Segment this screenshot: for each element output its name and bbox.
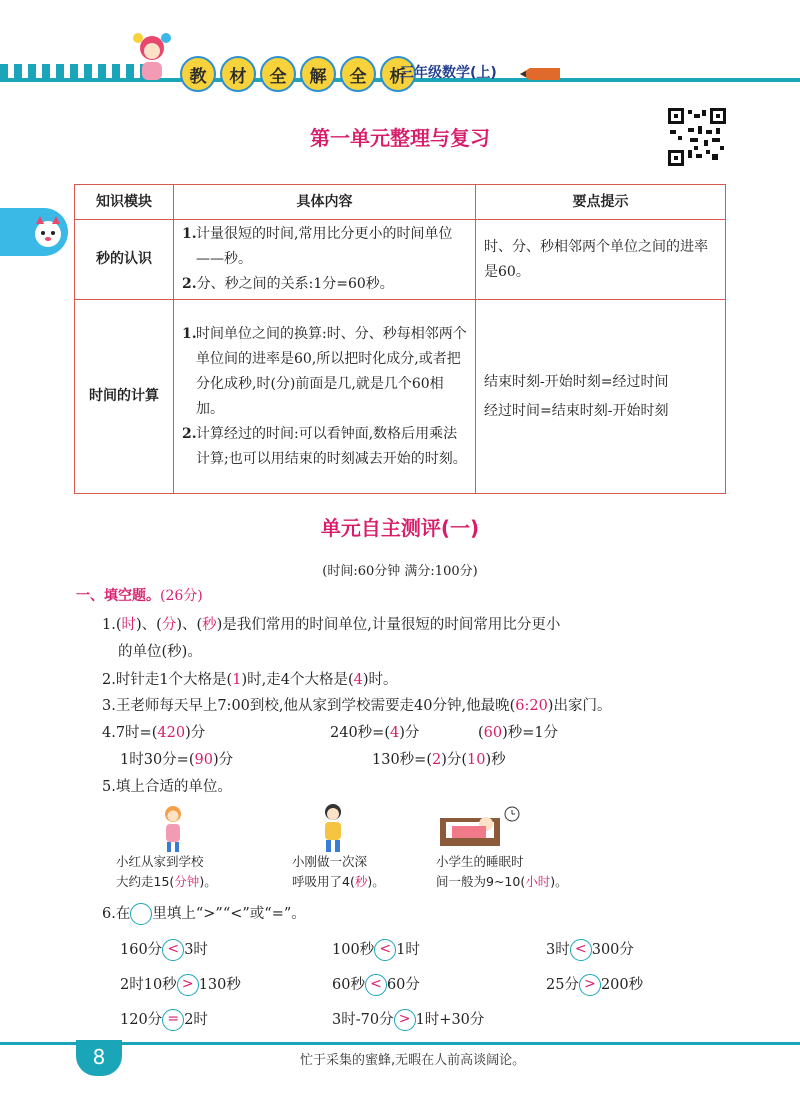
- cat-mascot-icon: [30, 214, 66, 250]
- answer: 4: [353, 672, 363, 688]
- comparison-item: 100秒 < 1时: [332, 938, 420, 961]
- tip-text: 时、分、秒相邻两个单位之间的进率是60。: [484, 238, 708, 280]
- answer: 秒: [202, 617, 217, 633]
- answer: 1: [232, 672, 242, 688]
- table-header: 具体内容: [174, 185, 476, 220]
- tip-cell: [476, 220, 726, 300]
- list-item: 1. 计量很短的时间,常用比分更小的时间单位——秒。: [182, 226, 453, 267]
- table-header: 知识模块: [75, 185, 174, 220]
- question-4d: 1时30分=(90)分: [120, 752, 234, 768]
- comparison-item: 3时 < 300分: [546, 938, 634, 961]
- table-row: [75, 220, 726, 300]
- sleeping-child-icon: [438, 804, 524, 850]
- content-cell: [174, 300, 476, 494]
- question-4c: (60)秒=1分: [478, 725, 559, 741]
- question-label: 一、填空题。: [76, 588, 160, 604]
- comparison-item: 60秒 < 60分: [332, 973, 420, 996]
- series-title: [180, 56, 416, 92]
- table-header-row: [75, 185, 726, 220]
- comparison-item: 160分 < 3时: [120, 938, 208, 961]
- question-6: 6.在 里填上“>”“<”或“=”。: [102, 902, 306, 925]
- picture-caption: 小红从家到学校 大约走15(分钟)。: [116, 854, 217, 889]
- tip-cell: [476, 300, 726, 494]
- circle-blank-icon: [130, 903, 152, 925]
- table-header: 要点提示: [476, 185, 726, 220]
- module-cell: 时间的计算: [75, 300, 174, 494]
- comparison-answer: >: [579, 974, 601, 996]
- question-3: 3.王老师每天早上7:00到校,他从家到学校需要走40分钟,他最晚(6:20)出家门。: [102, 698, 612, 714]
- answer: 4: [389, 725, 400, 741]
- question-1: 1.(时)、(分)、(秒)是我们常用的时间单位,计量很短的时间常用比分更小: [102, 617, 561, 633]
- comparison-answer: =: [162, 1009, 184, 1031]
- question-heading: [76, 585, 203, 605]
- time-score-note: (时间:60分钟 满分:100分): [322, 564, 478, 579]
- question-4b: 240秒=(4)分: [330, 725, 420, 741]
- question-score: (26分): [160, 588, 203, 604]
- comparison-answer: <: [570, 939, 592, 961]
- comparison-item: 2时10秒 > 130秒: [120, 973, 241, 996]
- comparison-item: 25分 > 200秒: [546, 973, 643, 996]
- footer-motto: 忙于采集的蜜蜂,无暇在人前高谈阔论。: [300, 1053, 526, 1068]
- series-char: 析: [380, 56, 416, 92]
- comparison-answer: <: [374, 939, 396, 961]
- question-2: 2.时针走1个大格是(1)时,走4个大格是(4)时。: [102, 672, 398, 688]
- answer: 分钟: [174, 874, 200, 889]
- pencil-icon: [520, 68, 560, 80]
- grade-label: 三年级数学(上): [400, 65, 497, 81]
- list-item: 2. 分、秒之间的关系:1分=60秒。: [182, 276, 394, 292]
- question-4: 4.7时=(420)分: [102, 725, 206, 741]
- module-cell: 秒的认识: [75, 220, 174, 300]
- picture-caption: 小刚做一次深 呼吸用了4(秒)。: [292, 854, 385, 889]
- answer: 时: [121, 617, 136, 633]
- answer: 2: [431, 752, 442, 768]
- series-char: 全: [260, 56, 296, 92]
- answer: 分: [161, 617, 177, 633]
- tip-text: 结束时刻-开始时刻=经过时间: [484, 373, 669, 390]
- content-cell: [174, 220, 476, 300]
- boy-breathing-icon: [316, 802, 350, 854]
- girl-walking-icon: [156, 804, 190, 854]
- series-char: 解: [300, 56, 336, 92]
- comparison-answer: >: [394, 1009, 416, 1031]
- answer: 10: [467, 752, 486, 768]
- tip-text: 经过时间=结束时刻-开始时刻: [484, 402, 669, 419]
- list-item: 1. 时间单位之间的换算:时、分、秒每相邻两个单位间的进率是60,所以把时化成分,或者把分化成秒,时(分)前面是几,就是几个60相加。: [182, 325, 467, 417]
- question-4e: 130秒=(2)分(10)秒: [372, 752, 506, 768]
- comparison-item: 3时-70分 > 1时+30分: [332, 1008, 484, 1031]
- picture-caption: 小学生的睡眠时 间一般为9~10(小时)。: [436, 854, 568, 889]
- unit-test-title: 单元自主测评(一): [320, 516, 480, 540]
- series-char: 全: [340, 56, 376, 92]
- mascot-girl-icon: [128, 30, 176, 86]
- answer: 小时: [525, 874, 551, 889]
- comparison-answer: >: [177, 974, 199, 996]
- knowledge-table: [74, 184, 726, 494]
- unit-pictures: [116, 800, 580, 895]
- section-title: 第一单元整理与复习: [310, 126, 490, 150]
- question-1-cont: 的单位(秒)。: [118, 644, 202, 660]
- table-row: [75, 300, 726, 494]
- comparison-item: 120分 = 2时: [120, 1008, 208, 1031]
- page-number: 8: [76, 1040, 122, 1076]
- series-char: 教: [180, 56, 216, 92]
- answer: 6:20: [515, 698, 548, 714]
- series-char: 材: [220, 56, 256, 92]
- answer: 90: [194, 752, 213, 768]
- answer: 秒: [354, 874, 368, 889]
- list-item: 2. 计算经过的时间:可以看钟面,数格后用乘法计算;也可以用结束的时刻减去开始的时刻。: [182, 425, 467, 467]
- comparison-answer: <: [365, 974, 387, 996]
- answer: 420: [157, 725, 186, 741]
- comparison-answer: <: [162, 939, 184, 961]
- answer: 60: [483, 725, 503, 741]
- question-5: 5.填上合适的单位。: [102, 779, 232, 795]
